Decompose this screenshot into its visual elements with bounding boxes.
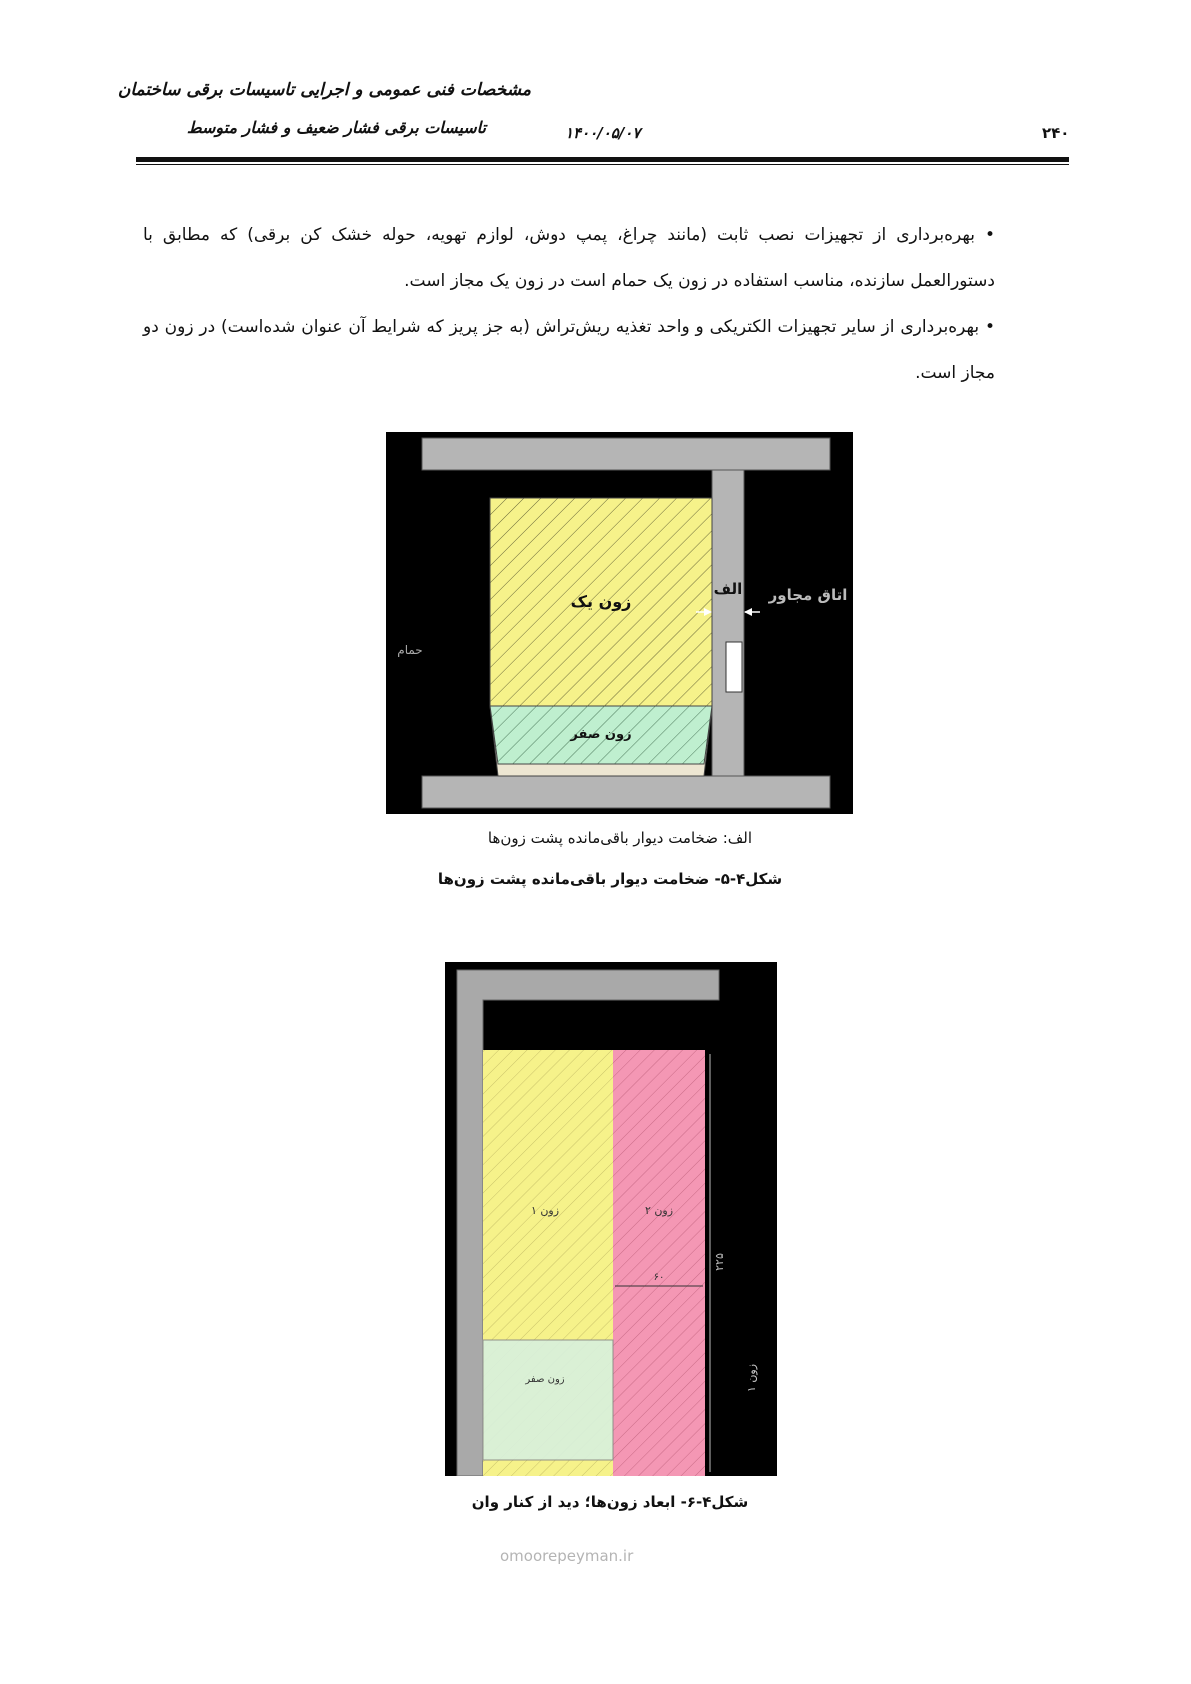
paragraph-fixed-equipment: • بهره‌برداری از تجهیزات نصب ثابت (مانند چراغ، پمپ دوش، لوازم تهویه، حوله خشک کن برقی) که مطابق با دستورالعمل سازنده، مناسب استفاده در زون یک حمام است در زون یک مجاز است. (143, 225, 995, 291)
figure1-title: شکل۴-۵- ضخامت دیوار باقی‌مانده پشت زون‌ها (437, 870, 783, 888)
document-title: مشخصات فنی عمومی و اجرایی تاسیسات برقی ساختمان (117, 80, 531, 100)
adjacent-room-label: اتاق مجاور (768, 586, 848, 604)
header-date: ۱۴۰۰/۰۵/۰۷ (565, 124, 641, 142)
width-dimension-value: ۶۰ (653, 1272, 665, 1283)
ceiling-slab (422, 438, 830, 470)
floor-slab (422, 776, 830, 808)
header-rule-thick (136, 157, 1069, 162)
site-watermark: omoorepeyman.ir (500, 1547, 634, 1565)
partition-wall (712, 470, 744, 776)
zone-0-label: زون صفر (525, 1374, 565, 1385)
bathroom-label: حمام (397, 643, 423, 657)
figure2-title: شکل۴-۶- ابعاد زون‌ها؛ دید از کنار وان (471, 1493, 749, 1511)
wall-socket (726, 642, 742, 692)
zone-2-label: زون ۲ (644, 1204, 674, 1217)
figure-wall-thickness (386, 432, 853, 814)
alef-label: الف (713, 580, 743, 598)
paragraph-other-equipment: • بهره‌برداری از سایر تجهیزات الکتریکی و واحد تغذیه ریش‌تراش (به جز پریز که شرایط آن عنوان شده‌است) در زون دو مجاز است. (143, 317, 995, 383)
zone-zero-label: زون صفر (570, 727, 632, 742)
chapter-title: تاسیسات برقی فشار ضعیف و فشار متوسط (186, 118, 486, 137)
figure1-subcaption: الف: ضخامت دیوار باقی‌مانده پشت زون‌ها (487, 829, 753, 847)
zone-one-label: زون یک (570, 592, 632, 611)
bathtub-side-view (483, 1340, 613, 1460)
zone-1-side-label: زون ۱ (745, 1363, 758, 1393)
figure-zone-dimensions (445, 962, 777, 1476)
page-number: ۲۴۰ (1042, 124, 1070, 142)
zone-1-label: زون ۱ (530, 1204, 560, 1217)
zone-2-area (613, 1050, 705, 1476)
header-rule-thin (136, 164, 1069, 165)
height-dimension-value: ۲۲۵ (713, 1253, 726, 1271)
